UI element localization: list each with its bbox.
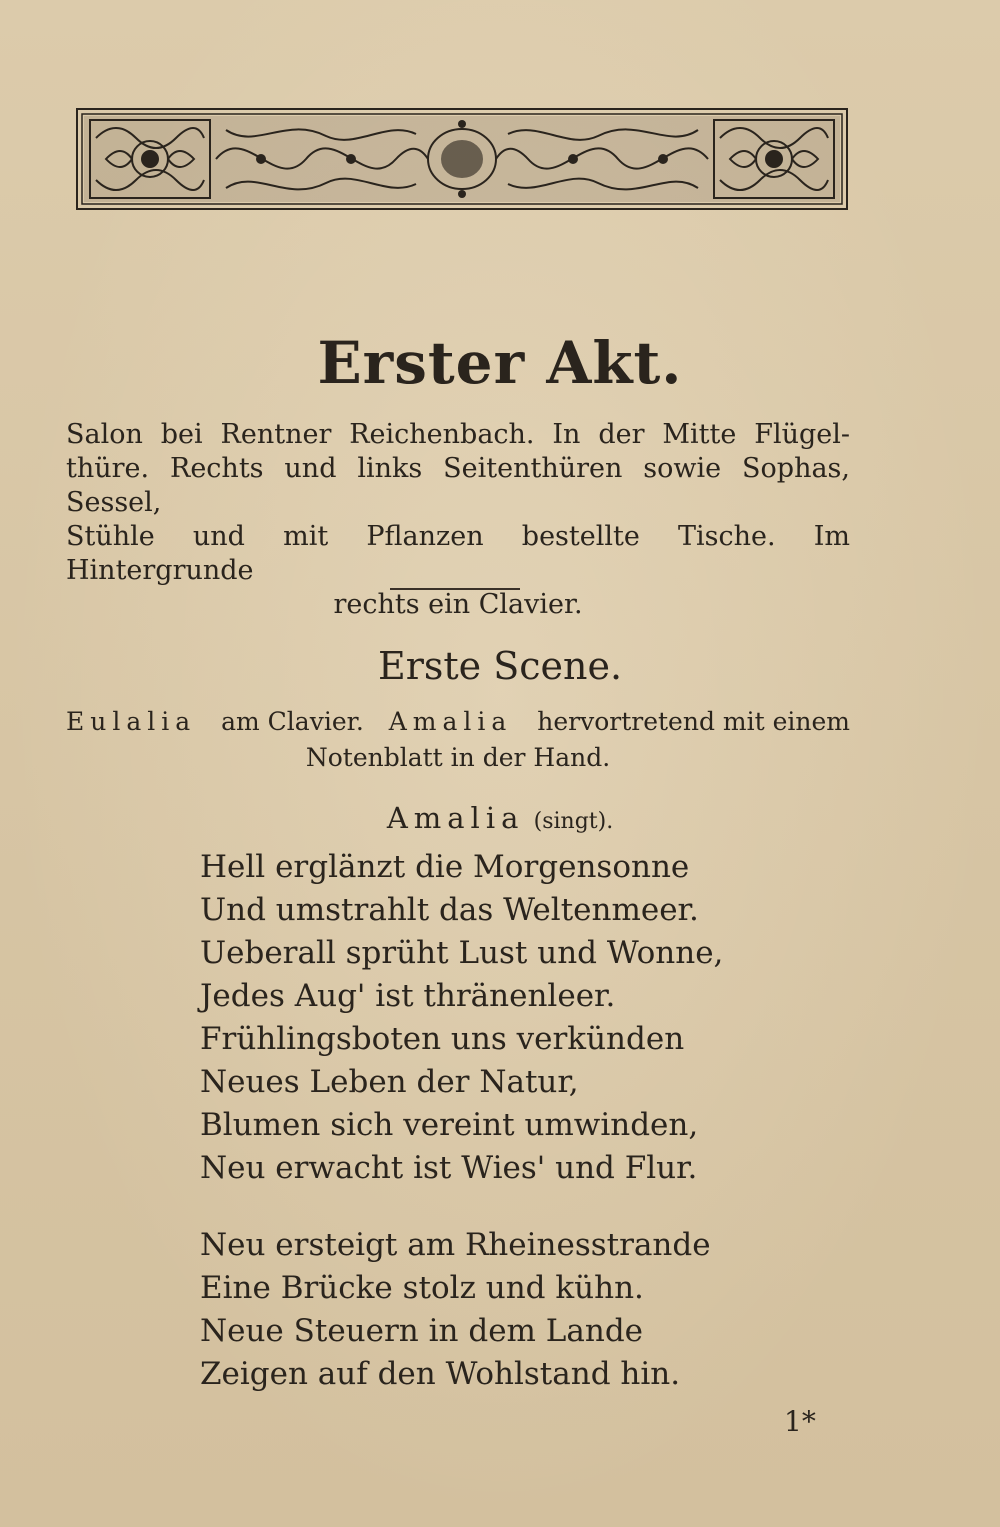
- verse-line: Jedes Aug' ist thränenleer.: [200, 978, 616, 1014]
- verse-line: Eine Brücke stolz und kühn.: [200, 1270, 644, 1306]
- stage-direction: hervortretend mit einem: [537, 707, 850, 736]
- verse-line: Neue Steuern in dem Lande: [200, 1313, 644, 1349]
- verse-line: Zeigen auf den Wohlstand hin.: [200, 1356, 681, 1392]
- verse-line: Hell erglänzt die Morgensonne: [200, 849, 690, 885]
- ornamental-header-band: [76, 108, 848, 210]
- verse-stanza-2: [200, 1224, 711, 1396]
- speaker-name: Amalia: [386, 801, 525, 835]
- setting-line: Salon bei Rentner Reichenbach. In der Mitte Flügel-: [66, 419, 850, 450]
- verse-line: Neues Leben der Natur,: [200, 1064, 579, 1100]
- setting-line: thüre. Rechts und links Seitenthüren sowie Sophas, Sessel,: [66, 453, 850, 518]
- cast-direction: [66, 704, 850, 776]
- verse-line: Und umstrahlt das Weltenmeer.: [200, 892, 699, 928]
- verse-line: Blumen sich vereint umwinden,: [200, 1107, 699, 1143]
- verse-line: Frühlingsboten uns verkünden: [200, 1021, 685, 1057]
- cast-line: Notenblatt in der Hand.: [305, 743, 611, 772]
- section-divider: [390, 588, 520, 590]
- verse-line: Ueberall sprüht Lust und Wonne,: [200, 935, 724, 971]
- character-name-amalia: Amalia: [388, 707, 513, 736]
- signature-mark: 1*: [784, 1405, 816, 1438]
- scene-title: Erste Scene.: [377, 644, 623, 688]
- verse-stanza-1: [200, 846, 723, 1190]
- verse-line: Neu ersteigt am Rheinesstrande: [200, 1227, 711, 1263]
- setting-line: rechts ein Clavier.: [333, 589, 583, 620]
- stage-setting-description: [66, 418, 850, 622]
- verse-line: Neu erwacht ist Wies' und Flur.: [200, 1150, 698, 1186]
- character-name-eulalia: Eulalia: [66, 707, 197, 736]
- speaker-direction: (singt).: [533, 809, 614, 834]
- act-title: Erster Akt.: [317, 329, 683, 397]
- speaker-heading: [0, 798, 1000, 842]
- setting-line: Stühle und mit Pflanzen bestellte Tische. Im Hintergrunde: [66, 521, 850, 586]
- stage-direction: am Clavier.: [221, 707, 364, 736]
- cast-line: [66, 704, 850, 740]
